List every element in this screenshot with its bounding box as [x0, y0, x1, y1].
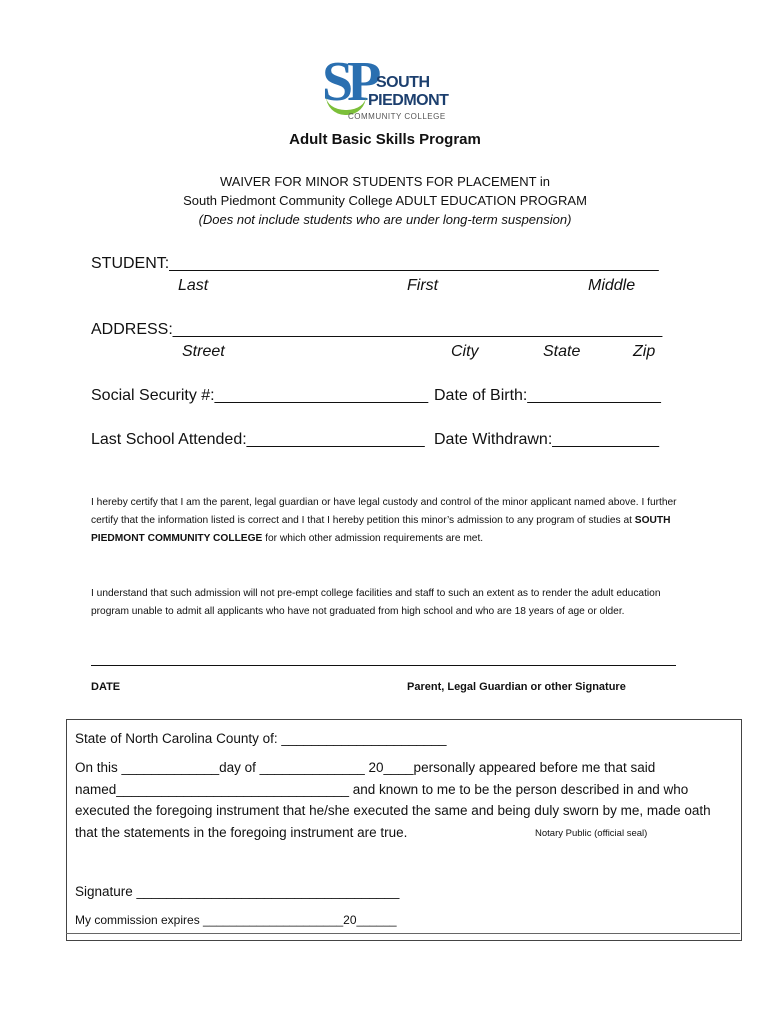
- logo-line-3: COMMUNITY COLLEGE: [348, 112, 446, 121]
- certify-paragraph: [91, 494, 681, 548]
- certify-text-a: I hereby certify that I am the parent, legal guardian or have legal custody and control of the minor applicant named above. I further certify that the information listed is correct and I that I hereby petition this minor’s admission to any program of studies at: [91, 497, 677, 526]
- address-city-label: City: [451, 343, 479, 360]
- address-field[interactable]: ADDRESS:_______________________________________________________: [91, 321, 663, 338]
- student-name-field[interactable]: STUDENT:_______________________________________________________: [91, 255, 659, 272]
- student-middle-label: Middle: [588, 277, 636, 294]
- notary-line-4: that the statements in the foregoing instrument are true.: [75, 825, 408, 840]
- notary-line-3: executed the foregoing instrument that he/she executed the same and being duly sworn by me, made oath: [75, 803, 711, 818]
- address-street-label: Street: [182, 343, 225, 360]
- date-withdrawn-field[interactable]: Date Withdrawn:____________: [434, 431, 660, 448]
- waiver-heading-line-1: WAIVER FOR MINOR STUDENTS FOR PLACEMENT in: [219, 174, 551, 189]
- college-logo: [322, 50, 452, 124]
- logo-line-2: PIEDMONT: [368, 92, 449, 109]
- student-first-label: First: [407, 277, 439, 294]
- last-school-field[interactable]: Last School Attended:____________________: [91, 431, 425, 448]
- notary-signature-field[interactable]: Signature ___________________________________: [75, 884, 400, 899]
- notary-seal-label: Notary Public (official seal): [535, 828, 648, 839]
- page-title: Adult Basic Skills Program: [289, 131, 481, 148]
- guardian-signature-label: Parent, Legal Guardian or other Signature: [407, 681, 626, 693]
- date-label: DATE: [91, 681, 121, 693]
- logo-initials: SP: [322, 51, 376, 113]
- address-state-label: State: [543, 343, 581, 360]
- waiver-heading-line-3: (Does not include students who are under long-term suspension): [198, 212, 572, 227]
- logo-line-1: SOUTH: [376, 74, 430, 91]
- admission-paragraph: I understand that such admission will not pre-empt college facilities and staff to such an extent as to render the adult education program unable to admit all applicants who have not graduated from high school and who are 18 years of age or older.: [91, 588, 661, 617]
- signature-line[interactable]: [91, 665, 676, 666]
- notary-county-field[interactable]: State of North Carolina County of: ______________________: [75, 731, 447, 746]
- ssn-field[interactable]: Social Security #:________________________: [91, 387, 429, 404]
- waiver-heading-line-2: South Piedmont Community College ADULT EDUCATION PROGRAM: [183, 193, 587, 208]
- student-last-label: Last: [178, 277, 209, 294]
- certify-text-b: for which other admission requirements are met.: [262, 533, 484, 544]
- notary-line-2: named_______________________________ and known to me to be the person described in and who: [75, 782, 689, 797]
- notary-line-1: On this _____________day of ______________ 20____personally appeared before me that said: [75, 760, 656, 775]
- dob-field[interactable]: Date of Birth:_______________: [434, 387, 661, 404]
- certify-college-name: SOUTH PIEDMONT COMMUNITY COLLEGE: [91, 515, 671, 544]
- address-zip-label: Zip: [633, 343, 656, 360]
- commission-expires-field[interactable]: My commission expires _____________________20______: [75, 913, 397, 927]
- notary-box-rule: [66, 933, 740, 934]
